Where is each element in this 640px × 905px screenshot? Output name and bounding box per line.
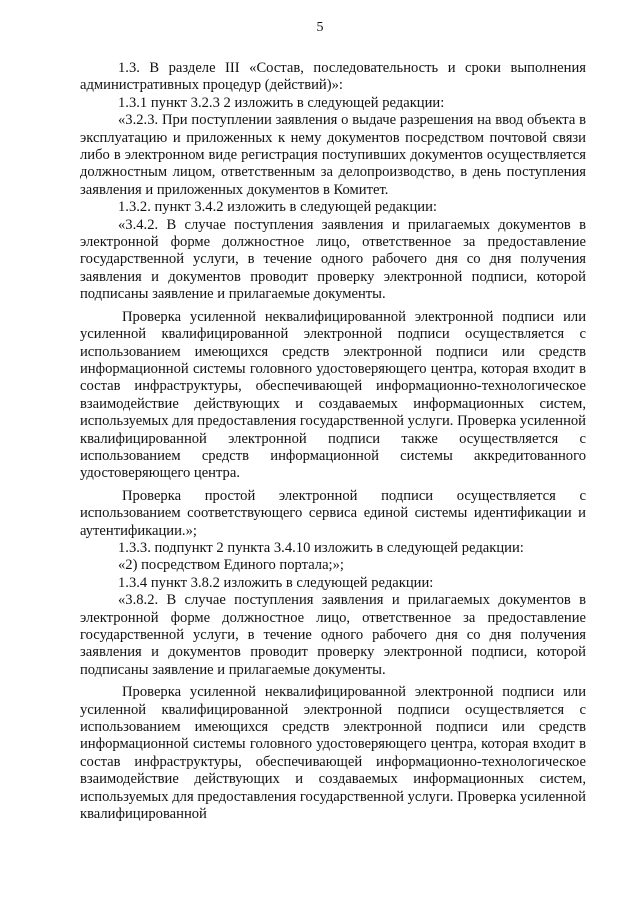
amendment-instruction: 1.3.3. подпункт 2 пункта 3.4.10 изложить в следующей редакции: bbox=[118, 539, 524, 556]
section-heading-paragraph: 1.3. В разделе III «Состав, последовательность и сроки выполнения административных процедур (действий)»: bbox=[80, 60, 586, 94]
signature-check-paragraph: Проверка усиленной неквалифицированной электронной подписи или усиленной квалифицированной электронной подписи осуществляется с использованием имеющихся средств электронной подписи или средств информационной системы головного удостоверяющего центра, которая входит в состав инфраструктуры, обеспечивающей информационно-технологическое взаимодействие действующих и создаваемых информационных систем, используемых для предоставления государственной услуги. Проверка усиленной квалифицированной электронной подписи также осуществляется с использованием средств информационной системы аккредитованного удостоверяющего центра. bbox=[80, 308, 586, 482]
document-body bbox=[80, 60, 586, 823]
amendment-instruction: 1.3.1 пункт 3.2.3 2 изложить в следующей редакции: bbox=[118, 94, 445, 111]
simple-signature-paragraph: Проверка простой электронной подписи осуществляется с использованием соответствующего сервиса единой системы идентификации и аутентификации.»; bbox=[80, 487, 586, 539]
signature-check-paragraph: Проверка усиленной неквалифицированной электронной подписи или усиленной квалифицированной электронной подписи осуществляется с использованием имеющихся средств электронной подписи или средств информационной системы головного удостоверяющего центра, которая входит в состав инфраструктуры, обеспечивающей информационно-технологическое взаимодействие действующих и создаваемых информационных систем, используемых для предоставления государственной услуги. Проверка усиленной квалифицированной bbox=[80, 684, 586, 823]
subclause-2-paragraph: «2) посредством Единого портала;»; bbox=[118, 557, 344, 574]
amendment-instruction: 1.3.2. пункт 3.4.2 изложить в следующей редакции: bbox=[118, 199, 437, 216]
clause-3-2-3-paragraph: «3.2.3. При поступлении заявления о выдаче разрешения на ввод объекта в эксплуатацию и приложенных к нему документов посредством почтовой связи либо в электронном виде регистрация поступивших документов осуществляется должностным лицом, ответственным за делопроизводство, в день поступления заявления и приложенных документов в Комитет. bbox=[80, 112, 586, 198]
page-number: 5 bbox=[316, 20, 324, 35]
amendment-instruction: 1.3.4 пункт 3.8.2 изложить в следующей редакции: bbox=[118, 574, 434, 591]
clause-3-4-2-paragraph: «3.4.2. В случае поступления заявления и прилагаемых документов в электронной форме должностное лицо, ответственное за предоставление государственной услуги, в течение одного рабочего дня со дня получения заявления и документов проводит проверку электронной подписи, которой подписаны заявление и прилагаемые документы. bbox=[80, 216, 586, 303]
clause-3-8-2-paragraph: «3.8.2. В случае поступления заявления и прилагаемых документов в электронной форме должностное лицо, ответственное за предоставление государственной услуги, в течение одного рабочего дня со дня получения заявления и документов проводит проверку электронной подписи, которой подписаны заявление и прилагаемые документы. bbox=[80, 592, 586, 678]
